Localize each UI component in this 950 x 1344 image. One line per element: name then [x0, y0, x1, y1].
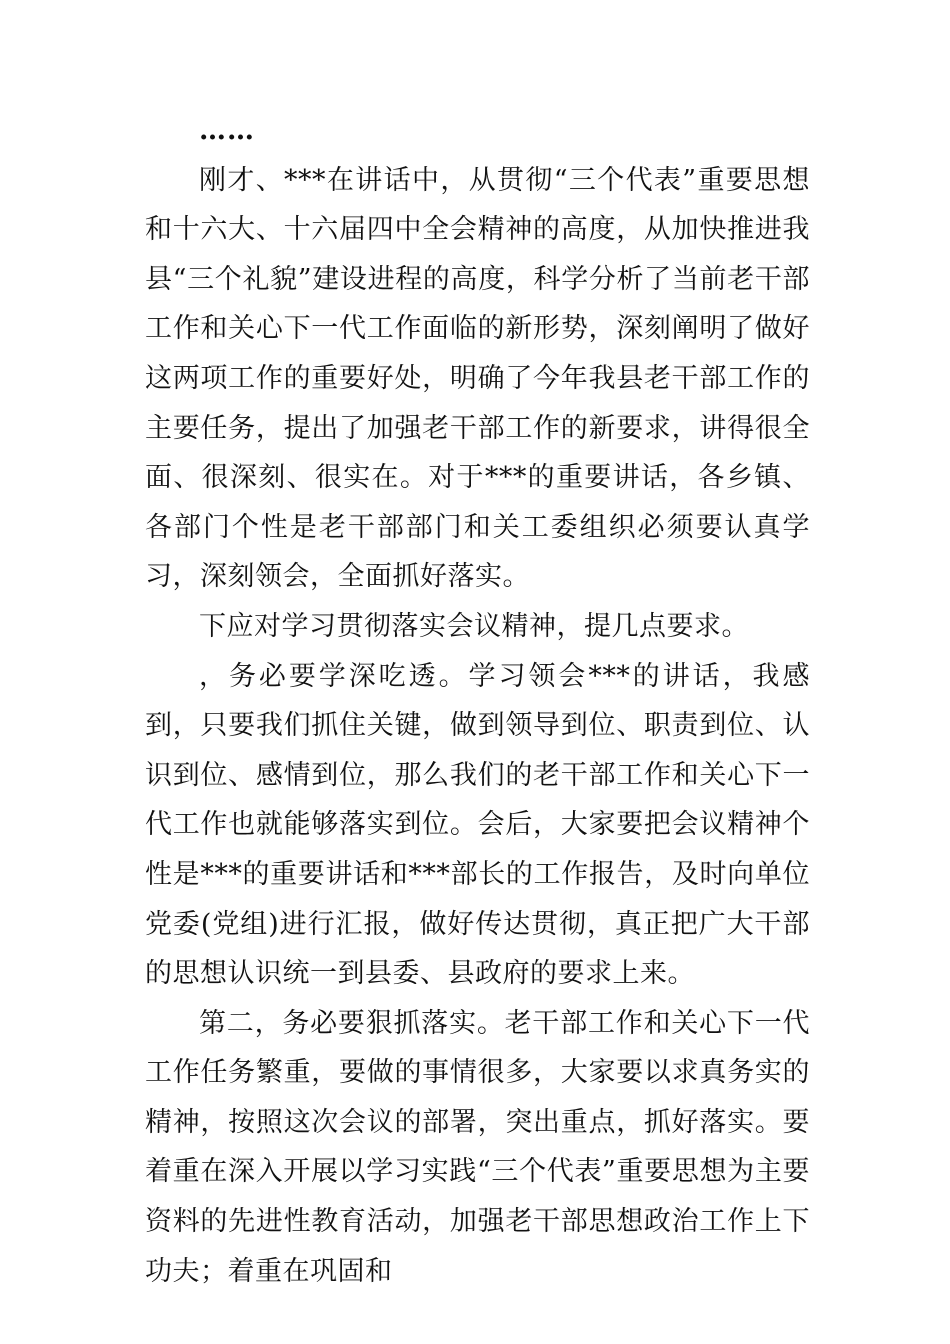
paragraph-requirements-intro: 下应对学习贯彻落实会议精神，提几点要求。 [199, 610, 749, 642]
document-body [145, 106, 810, 1296]
paragraph-speech-summary: 刚才、***在讲话中，从贯彻“三个代表”重要思想和十六大、十六届四中全会精神的高度，从加快推进我县“三个礼貌”建设进程的高度，科学分析了当前老干部工作和关心下一代工作面临的新形势，深刻阐明了做好这两项工作的重要好处，明确了今年我县老干部工作的主要任务，提出了加强老干部工作的新要求，讲得很全面、很深刻、很实在。对于***的重要讲话，各乡镇、各部门个性是老干部部门和关工委组织必须要认真学习，深刻领会，全面抓好落实。 [145, 164, 810, 593]
paragraph-second-requirement: 第二，务必要狠抓落实。老干部工作和关心下一代工作任务繁重，要做的事情很多，大家要以求真务实的精神，按照这次会议的部署，突出重点，抓好落实。要着重在深入开展以学习实践“三个代表”重要思想为主要资料的先进性教育活动，加强老干部思想政治工作上下功夫；着重在巩固和 [145, 1007, 810, 1287]
ellipsis-marker: …… [199, 115, 255, 146]
paragraph-first-requirement: ，务必要学深吃透。学习领会***的讲话，我感到，只要我们抓住关键，做到领导到位、职责到位、认识到位、感情到位，那么我们的老干部工作和关心下一代工作也就能够落实到位。会后，大家要把会议精神个性是***的重要讲话和***部长的工作报告，及时向单位党委(党组)进行汇报，做好传达贯彻，真正把广大干部的思想认识统一到县委、县政府的要求上来。 [145, 660, 810, 990]
